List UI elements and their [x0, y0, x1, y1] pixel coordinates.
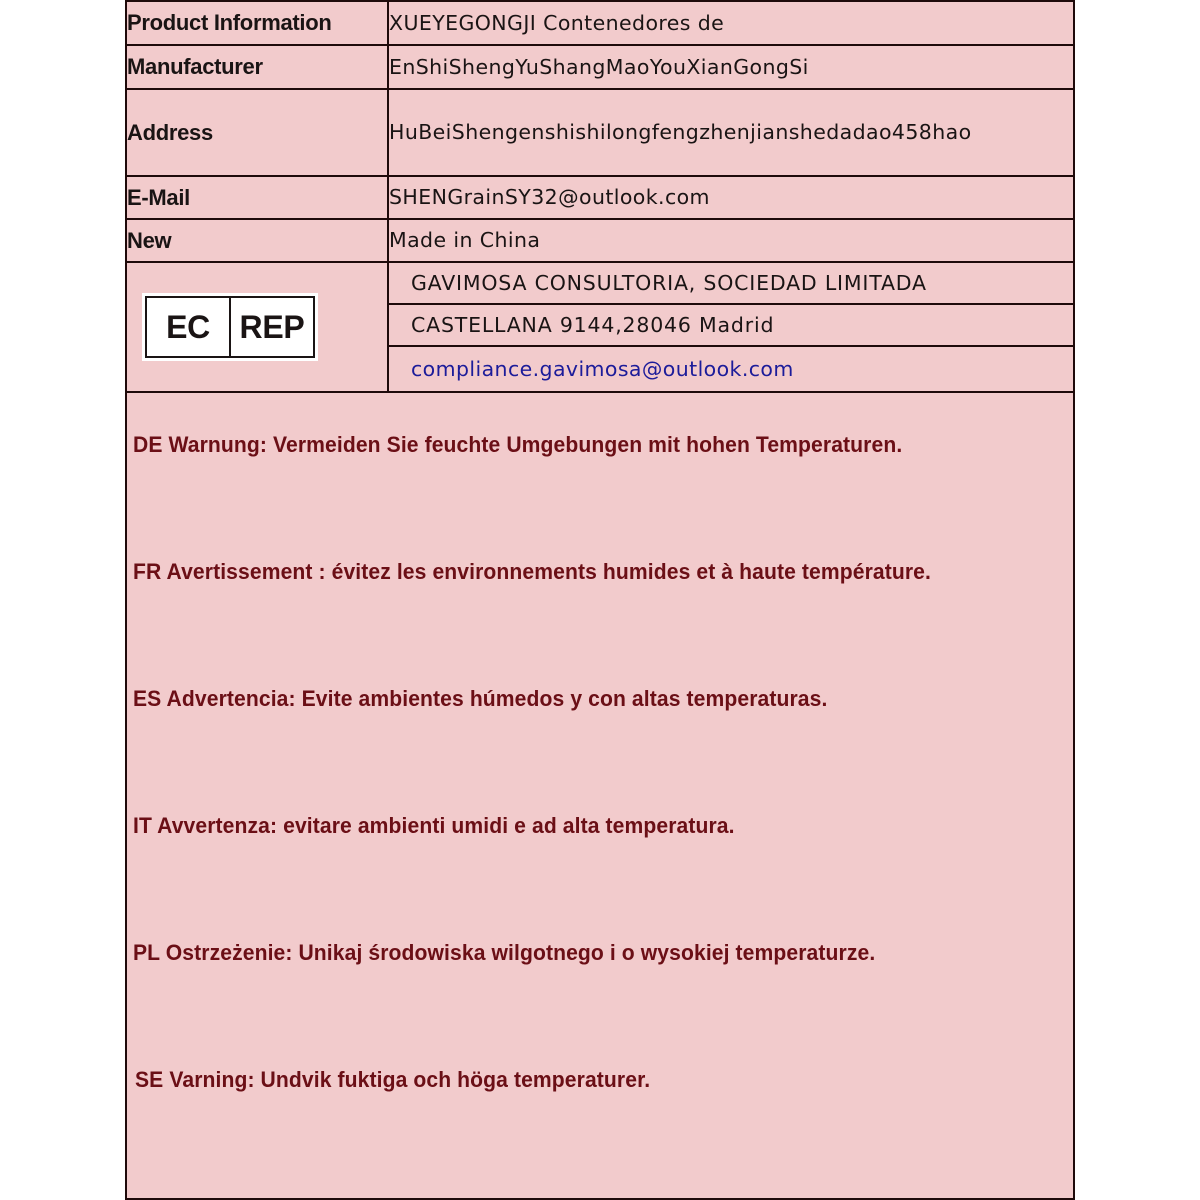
warning-de: DE Warnung: Vermeiden Sie feuchte Umgebungen mit hohen Temperaturen. — [133, 432, 903, 457]
ec-rep-details-cell — [388, 262, 1073, 392]
value-email: SHENGrainSY32@outlook.com — [388, 176, 1073, 219]
value-manufacturer: EnShiShengYuShangMaoYouXianGongSi — [388, 45, 1073, 89]
table-row-product-information — [127, 1, 1073, 45]
ec-rep-badge-icon — [145, 296, 315, 358]
label-new: New — [127, 219, 388, 262]
value-product-information: XUEYEGONGJI Contenedores de — [388, 1, 1073, 45]
warning-es: ES Advertencia: Evite ambientes húmedos y con altas temperaturas. — [133, 686, 828, 711]
ec-rep-badge-rep: REP — [239, 308, 305, 345]
ec-rep-badge-ec: EC — [147, 298, 231, 356]
label-email: E-Mail — [127, 176, 388, 219]
table-row-email — [127, 176, 1073, 219]
product-info-sheet — [125, 0, 1075, 1200]
label-address: Address — [127, 89, 388, 176]
table-row-manufacturer — [127, 45, 1073, 89]
ec-rep-company: GAVIMOSA CONSULTORIA, SOCIEDAD LIMITADA — [389, 263, 1073, 305]
product-info-table — [127, 0, 1073, 393]
ec-rep-email-link[interactable]: compliance.gavimosa@outlook.com — [411, 357, 794, 381]
warning-pl: PL Ostrzeżenie: Unikaj środowiska wilgotnego i o wysokiej temperaturze. — [133, 940, 876, 965]
value-address: HuBeiShengenshishilongfengzhenjianshedadao458hao — [388, 89, 1073, 176]
warning-se: SE Varning: Undvik fuktiga och höga temperaturer. — [135, 1067, 651, 1092]
value-new: Made in China — [388, 219, 1073, 262]
warning-it: IT Avvertenza: evitare ambienti umidi e ad alta temperatura. — [133, 813, 735, 838]
label-manufacturer: Manufacturer — [127, 45, 388, 89]
warning-fr: FR Avertissement : évitez les environnements humides et à haute température. — [133, 559, 931, 584]
ec-rep-badge-cell — [127, 262, 388, 392]
ec-rep-address: CASTELLANA 9144,28046 Madrid — [389, 305, 1073, 347]
table-row-ec-rep — [127, 262, 1073, 392]
table-row-new — [127, 219, 1073, 262]
label-product-information: Product Information — [127, 1, 388, 45]
table-row-address — [127, 89, 1073, 176]
